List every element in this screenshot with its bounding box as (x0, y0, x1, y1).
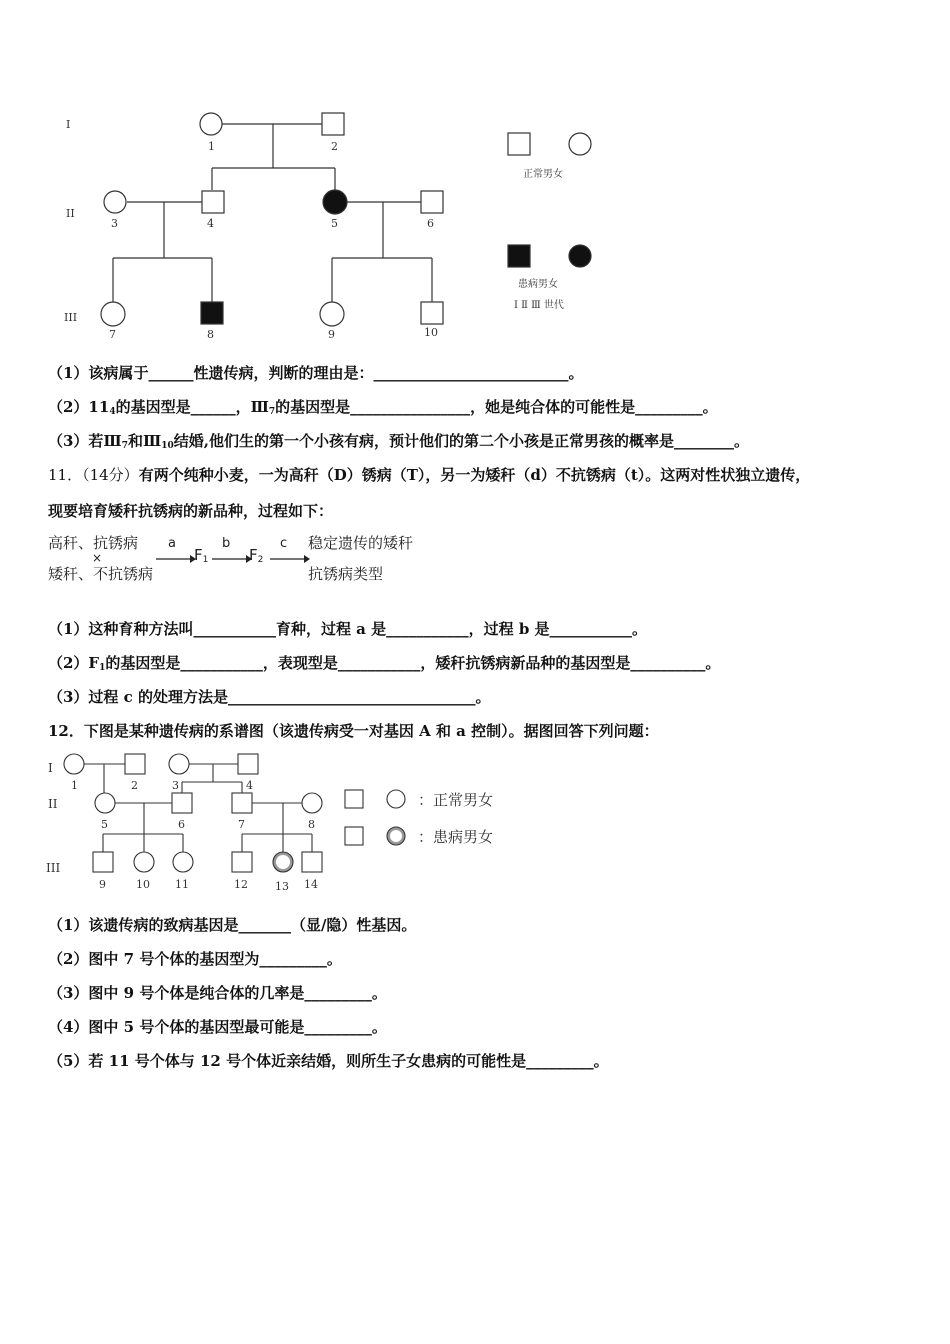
pedigree-chart-1 (40, 100, 640, 350)
individual-8 (302, 793, 322, 813)
individual-number: 1 (208, 140, 215, 153)
individual-number: 9 (99, 878, 106, 891)
scheme-parent2: 矮秆、不抗锈病 (48, 565, 154, 583)
q12-part1: （1）该遗传病的致病基因是_______（显/隐）性基因。 (48, 916, 417, 934)
individual-4 (238, 754, 258, 774)
step-b-label: b (222, 536, 231, 551)
q12-stem: 12．下图是某种遗传病的系谱图（该遗传病受一对基因 A 和 a 控制）。据图回答下列问题： (48, 722, 659, 740)
q10-part2-text: 的基因型是________________，她是纯合体的可能性是_________。 (275, 398, 718, 416)
q10-part2 (48, 396, 718, 417)
individual-number: 10 (136, 878, 150, 891)
legend-normal-male (508, 133, 530, 155)
subscript: 1 (202, 555, 209, 565)
subscript: 10 (161, 441, 174, 451)
individual-number: 8 (308, 818, 315, 831)
individual-3 (169, 754, 189, 774)
step-c-label: c (280, 536, 288, 551)
legend-normal-female (387, 790, 405, 808)
individual-number: 2 (131, 779, 138, 792)
individual-number: 4 (246, 779, 253, 792)
arrow-icon (156, 554, 196, 564)
individual-2 (125, 754, 145, 774)
individual-number: 3 (111, 217, 118, 230)
individual-number: 11 (175, 878, 189, 891)
individual-III-10 (421, 302, 443, 324)
individual-10 (134, 852, 154, 872)
individual-I-1 (200, 113, 222, 135)
legend-affected-inner (390, 830, 402, 842)
q10-part2-text: 的基因型是______，Ⅲ (115, 398, 269, 416)
q10-part3 (48, 430, 749, 451)
individual-number: 1 (71, 779, 78, 792)
f1-text: F (194, 546, 203, 564)
q10-part3-text: 和Ⅲ (127, 432, 162, 450)
arrow-icon (270, 554, 310, 564)
legend-normal-label: ：正常男女 (418, 791, 494, 809)
q10-part3-text: 结婚,他们生的第一个小孩有病，预计他们的第二个小孩是正常男孩的概率是________。 (173, 432, 750, 450)
q10-part3-text: （3）若Ⅲ (48, 432, 122, 450)
individual-number: 12 (234, 878, 248, 891)
individual-number: 7 (109, 328, 116, 341)
individual-II-3 (104, 191, 126, 213)
generation-label: I (66, 118, 71, 131)
generation-label: I (48, 761, 53, 775)
individual-number: 4 (207, 217, 214, 230)
individual-12 (232, 852, 252, 872)
arrow-icon (212, 554, 252, 564)
q11-part1: （1）这种育种方法叫___________育种，过程 a 是___________，过程 b 是___________。 (48, 620, 648, 638)
individual-9 (93, 852, 113, 872)
legend-affected-male (508, 245, 530, 267)
individual-number: 7 (238, 818, 245, 831)
cross-symbol: × (92, 551, 103, 565)
individual-13-inner (276, 855, 290, 869)
subscript: 7 (268, 407, 276, 417)
individual-number: 2 (331, 140, 338, 153)
q12-part4: （4）图中 5 号个体的基因型最可能是_________。 (48, 1018, 387, 1036)
subscript: 7 (121, 441, 128, 451)
breeding-scheme (48, 530, 468, 590)
individual-number: 14 (304, 878, 318, 891)
legend-generation-label: Ⅰ Ⅱ Ⅲ 世代 (514, 300, 564, 311)
legend-affected-male (345, 827, 363, 845)
individual-number: 9 (328, 328, 335, 341)
legend-normal-male (345, 790, 363, 808)
step-a-label: a (168, 536, 176, 551)
legend-normal-label: 正常男女 (523, 169, 563, 180)
q11-number: 11．（14分） (48, 466, 139, 484)
q11-part2-text: （2）F (48, 654, 100, 672)
individual-I-2 (322, 113, 344, 135)
q12-part3: （3）图中 9 号个体是纯合体的几率是_________。 (48, 984, 387, 1002)
q11-stem (48, 464, 810, 485)
individual-number: 5 (101, 818, 108, 831)
f2-label (249, 546, 263, 565)
subscript: 1 (99, 663, 106, 673)
generation-label: II (66, 207, 75, 220)
individual-II-6 (421, 191, 443, 213)
scheme-result2: 抗锈病类型 (308, 565, 384, 583)
individual-number: 6 (178, 818, 185, 831)
q11-part2 (48, 652, 720, 673)
individual-number: 5 (331, 217, 338, 230)
individual-6 (172, 793, 192, 813)
individual-number: 3 (172, 779, 179, 792)
individual-III-9 (320, 302, 344, 326)
f1-label (194, 546, 208, 565)
individual-II-4 (202, 191, 224, 213)
individual-III-8 (201, 302, 223, 324)
generation-label: II (48, 797, 58, 811)
q11-stem-line2: 现要培育矮秆抗锈病的新品种，过程如下： (48, 502, 334, 520)
q12-part2: （2）图中 7 号个体的基因型为_________。 (48, 950, 342, 968)
generation-label: III (46, 861, 61, 875)
pedigree-chart-2 (40, 748, 520, 896)
generation-label: III (64, 311, 78, 324)
individual-number: 13 (275, 880, 289, 893)
q11-text: 有两个纯种小麦，一为高秆（D）锈病（T），另一为矮秆（d）不抗锈病（t）。这两对性状独立遗传， (138, 466, 811, 484)
legend-affected-label: ：患病男女 (418, 828, 494, 846)
q11-part2-text: 的基因型是___________，表现型是___________，矮秆抗锈病新品种的基因型是__________。 (105, 654, 721, 672)
subscript: 2 (257, 555, 264, 565)
legend-normal-female (569, 133, 591, 155)
legend-affected-label: 患病男女 (518, 279, 558, 290)
individual-number: 8 (207, 328, 214, 341)
individual-7 (232, 793, 252, 813)
q10-part1: （1）该病属于______性遗传病，判断的理由是：__________________________。 (48, 364, 584, 382)
q12-part5: （5）若 11 号个体与 12 号个体近亲结婚，则所生子女患病的可能性是_________。 (48, 1052, 609, 1070)
individual-III-7 (101, 302, 125, 326)
individual-II-5 (323, 190, 347, 214)
individual-number: 6 (427, 217, 434, 230)
subscript: 4 (109, 407, 116, 417)
individual-14 (302, 852, 322, 872)
scheme-parent1: 高秆、抗锈病 (48, 534, 139, 552)
scheme-result1: 稳定遗传的矮秆 (308, 534, 414, 552)
individual-number: 10 (424, 326, 438, 339)
f2-text: F (249, 546, 258, 564)
individual-5 (95, 793, 115, 813)
q10-part2-text: （2）11 (48, 398, 110, 416)
individual-11 (173, 852, 193, 872)
legend-affected-female (569, 245, 591, 267)
q11-part3: （3）过程 c 的处理方法是_________________________________。 (48, 688, 491, 706)
individual-1 (64, 754, 84, 774)
